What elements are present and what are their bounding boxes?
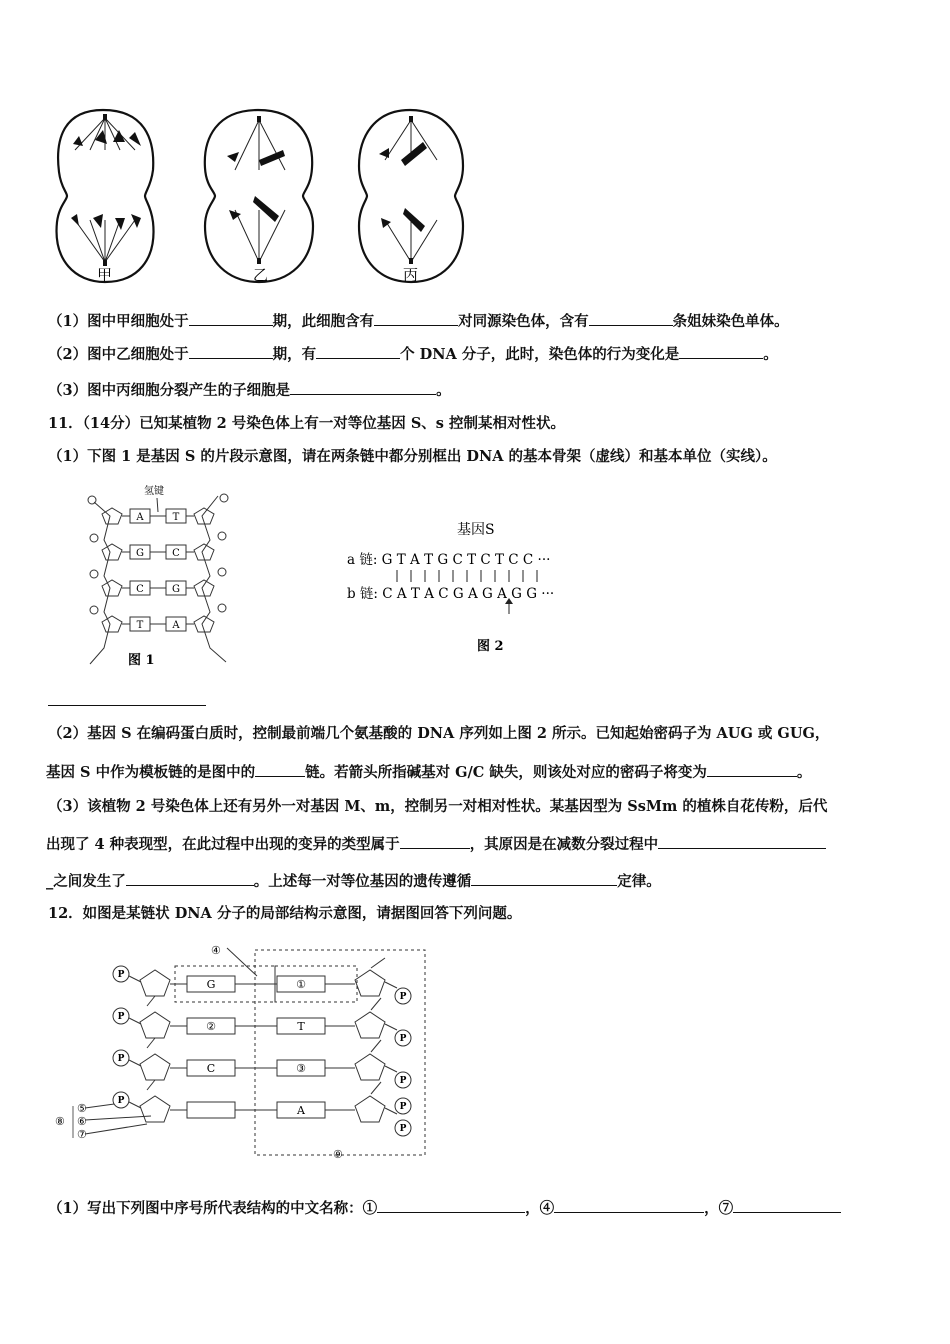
label-6: ⑥: [77, 1115, 87, 1128]
phosphate-p: P: [399, 1102, 407, 1112]
q11-part3-line2: 出现了 4 种表现型，在此过程中出现的变异的类型属于 ，其原因是在减数分裂过程中: [46, 834, 826, 855]
b-chain: b 链: C A T A C G A G A G G ···: [347, 586, 555, 602]
fig1-base: G: [172, 584, 180, 595]
cell-division-figure: [45, 100, 475, 295]
dna-local-structure-figure: [55, 940, 435, 1165]
label-9: ⑨: [333, 1148, 343, 1161]
q11-part2-line2: 基因 S 中作为模板链的是图中的 链。若箭头所指碱基对 G/C 缺失，则该处对应的密码子将变为 。: [46, 764, 812, 781]
fig1-base: T: [172, 512, 180, 523]
label-4: ④: [211, 944, 221, 957]
fig1-base: A: [172, 620, 180, 631]
label-8: ⑧: [55, 1115, 65, 1128]
q11-part2-line1: （2）基因 S 在编码蛋白质时，控制最前端几个氨基酸的 DNA 序列如上图 2 所示。已知起始密码子为 AUG 或 GUG，: [48, 725, 830, 742]
q11-part1: （1）下图 1 是基因 S 的片段示意图，请在两条链中都分别框出 DNA 的基本骨架（虚线）和基本单位（实线）。: [48, 448, 777, 465]
phosphate-p: P: [117, 1054, 125, 1064]
a-chain: a 链: G T A T G C T C T C C ···: [347, 552, 551, 568]
separator-line: [48, 705, 206, 706]
fig1-caption: 图 1: [128, 653, 155, 668]
q11-part3-line1: （3）该植物 2 号染色体上还有另外一对基因 M、m，控制另一对相对性状。某基因型为 SsMm 的植株自花传粉，后代: [48, 798, 828, 815]
q10-part2: （2）图中乙细胞处于 期，有 个 DNA 分子，此时，染色体的行为变化是 。: [48, 346, 778, 363]
phosphate-p: P: [399, 1124, 407, 1134]
fig2-caption: 图 2: [477, 639, 504, 654]
gene-s-sequence-figure-2: [345, 518, 585, 658]
label-5: ⑤: [77, 1102, 87, 1115]
fig1-base: G: [136, 548, 144, 559]
right-base: ①: [296, 978, 306, 991]
left-base: ②: [206, 1020, 216, 1033]
q12-heading: 12．如图是某链状 DNA 分子的局部结构示意图，请据图回答下列问题。: [48, 905, 522, 922]
left-base: C: [206, 1062, 216, 1075]
fig1-base: C: [172, 548, 180, 559]
phosphate-p: P: [117, 1096, 125, 1106]
phosphate-p: P: [399, 992, 407, 1002]
q11-part3-line3: _之间发生了 。上述每一对等位基因的遗传遵循 定律。: [46, 873, 661, 890]
label-yi: 乙: [253, 266, 269, 284]
q12-part1: （1）写出下列图中序号所代表结构的中文名称：① ，④ ，⑦: [48, 1198, 841, 1219]
dna-fragment-figure-1: [80, 482, 240, 672]
left-base: G: [206, 978, 216, 991]
q11-heading: 11．（14分）已知某植物 2 号染色体上有一对等位基因 S、s 控制某相对性状。: [48, 415, 566, 432]
q10-part3: （3）图中丙细胞分裂产生的子细胞是 。: [48, 382, 451, 399]
fig1-base: A: [136, 512, 144, 523]
fig1-base: T: [136, 620, 144, 631]
phosphate-p: P: [399, 1034, 407, 1044]
fig1-base: C: [136, 584, 144, 595]
fig2-title: 基因S: [457, 522, 495, 538]
q10-part1: （1）图中甲细胞处于 期，此细胞含有 对同源染色体，含有 条姐妹染色单体。: [48, 313, 789, 330]
right-base: A: [297, 1104, 305, 1117]
right-base: T: [297, 1020, 305, 1033]
label-jia: 甲: [97, 266, 113, 284]
right-base: ③: [296, 1062, 306, 1075]
phosphate-p: P: [399, 1076, 407, 1086]
label-7: ⑦: [77, 1128, 87, 1141]
label-bing: 丙: [403, 266, 419, 284]
phosphate-p: P: [117, 970, 125, 980]
hydrogen-bond-label: 氢键: [144, 486, 164, 497]
phosphate-p: P: [117, 1012, 125, 1022]
